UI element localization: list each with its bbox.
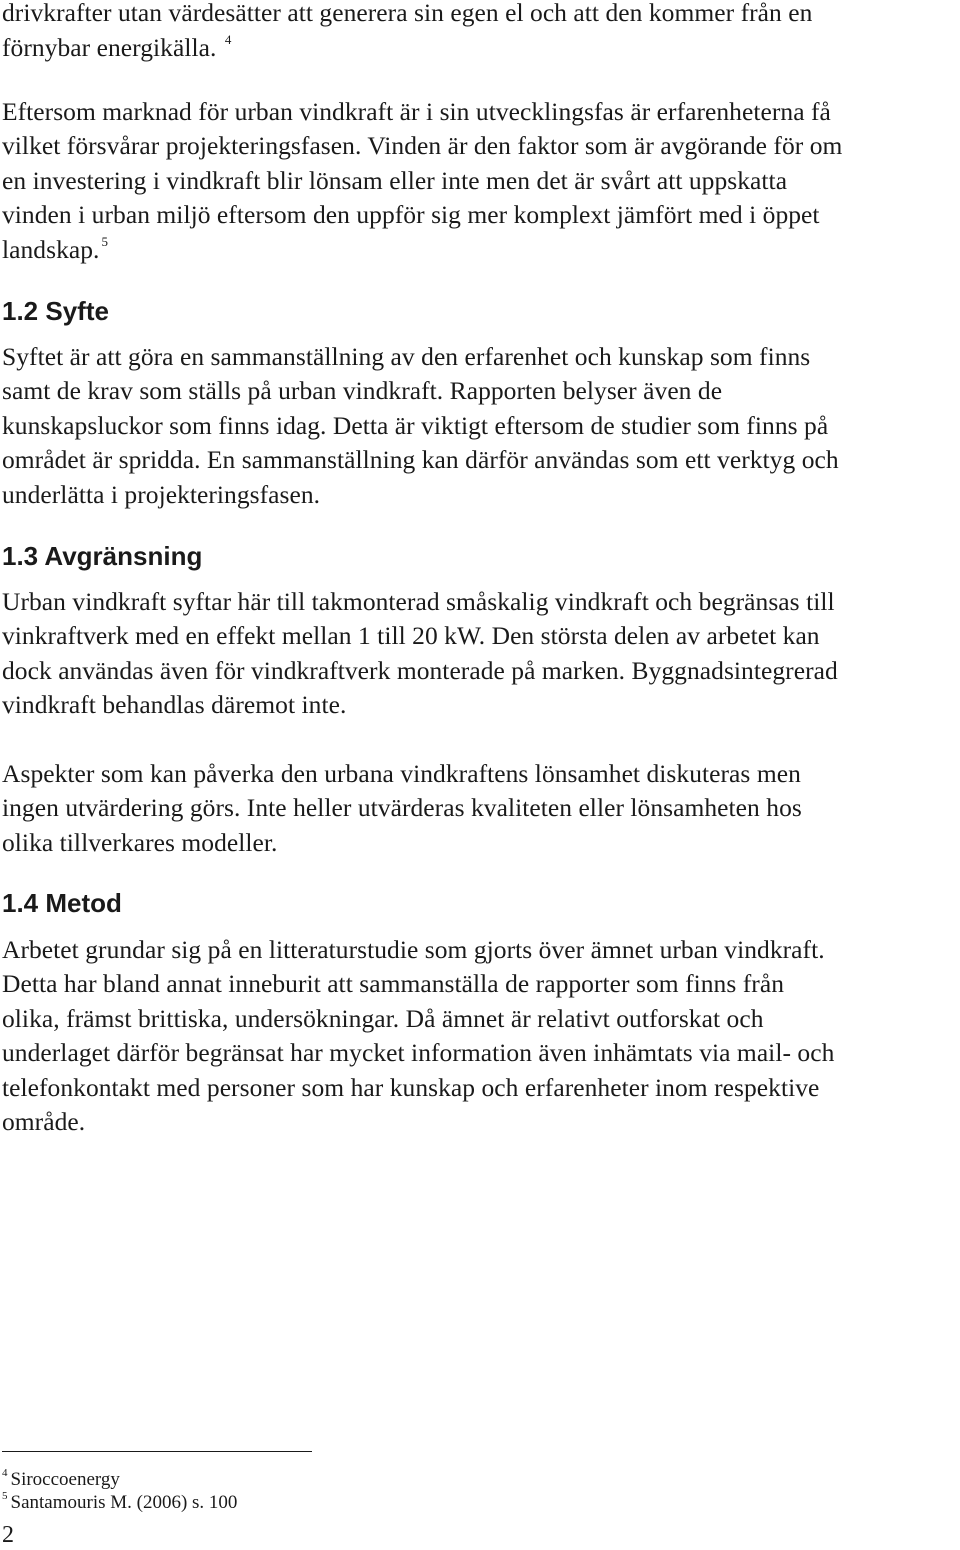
body-text-line: Syftet är att göra en sammanställning av den erfarenhet och kunskap som finns bbox=[2, 342, 811, 371]
body-text-line: vindkraft behandlas däremot inte. bbox=[2, 690, 347, 719]
body-text-line: underlaget därför begränsat har mycket information även inhämtats via mail- och bbox=[2, 1038, 835, 1067]
footnote-reference: 4 bbox=[224, 32, 232, 47]
footnote-text: Santamouris M. (2006) s. 100 bbox=[10, 1492, 238, 1513]
footnote bbox=[2, 1469, 120, 1491]
body-text-line: Urban vindkraft syftar här till takmonterad småskalig vindkraft och begränsas till bbox=[2, 587, 835, 616]
body-text-line: dock användas även för vindkraftverk monterade på marken. Byggnadsintegrerad bbox=[2, 656, 838, 685]
page-number: 2 bbox=[2, 1522, 14, 1548]
body-text-line: telefonkontakt med personer som har kunskap och erfarenheter inom respektive bbox=[2, 1073, 820, 1102]
body-text-line: område. bbox=[2, 1107, 86, 1136]
body-text-line: en investering i vindkraft blir lönsam eller inte men det är svårt att uppskatta bbox=[2, 166, 788, 195]
body-text-line: ingen utvärdering görs. Inte heller utvärderas kvaliteten eller lönsamheten hos bbox=[2, 793, 802, 822]
body-text-line: vinkraftverk med en effekt mellan 1 till 20 kW. Den största delen av arbetet kan bbox=[2, 621, 820, 650]
section-heading-metod: 1.4 Metod bbox=[2, 888, 122, 918]
footnote-text: Siroccoenergy bbox=[10, 1469, 120, 1490]
body-text-line: vinden i urban miljö eftersom den uppför sig mer komplext jämfört med i öppet bbox=[2, 200, 820, 229]
body-text-line: förnybar energikälla. $^4$ bbox=[2, 32, 232, 62]
section-heading-syfte: 1.2 Syfte bbox=[2, 296, 109, 326]
footnote-number: 5 bbox=[2, 1490, 8, 1502]
footnote bbox=[2, 1492, 237, 1514]
body-text-line: underlätta i projekteringsfasen. bbox=[2, 480, 321, 509]
body-text-line: Aspekter som kan påverka den urbana vindkraftens lönsamhet diskuteras men bbox=[2, 759, 801, 788]
section-heading-avgransning: 1.3 Avgränsning bbox=[2, 541, 203, 571]
body-text-line: kunskapsluckor som finns idag. Detta är viktigt eftersom de studier som finns på bbox=[2, 411, 829, 440]
footnote-separator bbox=[2, 1451, 312, 1452]
body-text-line: olika tillverkares modeller. bbox=[2, 828, 278, 857]
body-text-line: Eftersom marknad för urban vindkraft är i sin utvecklingsfas är erfarenheterna få bbox=[2, 97, 831, 126]
footnote-reference: 5 bbox=[101, 234, 109, 249]
body-text-line: landskap. $^5$ bbox=[2, 234, 109, 264]
body-text-line: olika, främst brittiska, undersökningar. Då ämnet är relativt outforskat och bbox=[2, 1004, 764, 1033]
footnote-number: 4 bbox=[2, 1467, 8, 1479]
body-text-line: Arbetet grundar sig på en litteraturstudie som gjorts över ämnet urban vindkraft. bbox=[2, 935, 825, 964]
body-text-line: Detta har bland annat inneburit att sammanställa de rapporter som finns från bbox=[2, 969, 784, 998]
body-text-line: samt de krav som ställs på urban vindkraft. Rapporten belyser även de bbox=[2, 376, 723, 405]
body-text-line: området är spridda. En sammanställning kan därför användas som ett verktyg och bbox=[2, 445, 839, 474]
body-text-line: vilket försvårar projekteringsfasen. Vinden är den faktor som är avgörande för om bbox=[2, 131, 843, 160]
body-text-line: drivkrafter utan värdesätter att generera sin egen el och att den kommer från en bbox=[2, 0, 813, 27]
